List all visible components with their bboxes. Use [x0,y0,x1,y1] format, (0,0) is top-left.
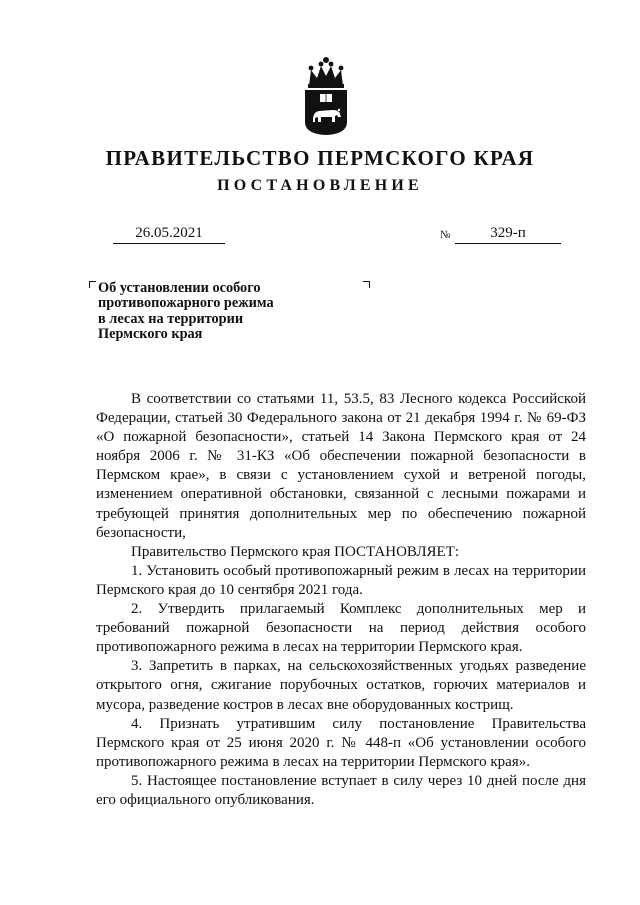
subject-bracket-left [89,281,96,288]
document-subject [98,281,338,342]
resolves-paragraph: Правительство Пермского края ПОСТАНОВЛЯЕТ: [131,543,460,560]
number-mark: № [440,229,451,241]
subject-line: Об установлении особого [98,280,261,296]
document-date: 26.05.2021 [113,225,225,244]
item-paragraph: 4. Признать утратившим силу постановление Правительства Пермского края от 25 июня 2020 г. № 448-п «Об установлении особого противопожарного режима в лесах на территории Пермского края». [96,715,586,770]
document-body [96,390,586,810]
preamble-paragraph: В соответствии со статьями 11, 53.5, 83 Лесного кодекса Российской Федерации, статьей 30 Федерального закона от 21 декабря 1994 г. № 69-ФЗ «О пожарной безопасности», статьей 14 Закона Пермского края от 24 ноября 2006 г. № 31-КЗ «Об обеспечении пожарной безопасности в Пермском крае», в связи с установлением сухой и ветреной погоды, изменением оперативной обстановки, связанной с лесными пожарами и требующей принятия дополнительных мер по обеспечению пожарной безопасности, [96,391,586,541]
subject-line: в лесах на территории [98,310,244,327]
document-type: ПОСТАНОВЛЕНИЕ [217,177,423,194]
item-paragraph: 3. Запретить в парках, на сельскохозяйственных угодьях разведение открытого огня, сжигание порубочных остатков, горючих материалов и мусора, разведение костров в лесах вне оборудованных кострищ. [96,658,586,713]
subject-line: противопожарного режима [98,295,274,312]
government-title: ПРАВИТЕЛЬСТВО ПЕРМСКОГО КРАЯ [105,146,535,170]
item-paragraph: 1. Установить особый противопожарный режим в лесах на территории Пермского края до 10 сентября 2021 года. [96,562,586,598]
document-number: 329-п [455,225,561,244]
perm-krai-coat-of-arms-icon [301,56,351,136]
item-paragraph: 2. Утвердить прилагаемый Комплекс дополнительных мер и требований пожарной безопасности на период действия особого противопожарного режима в лесах на территории Пермского края. [96,601,586,656]
item-paragraph: 5. Настоящее постановление вступает в силу через 10 дней после дня его официального опубликования. [96,772,586,808]
subject-line: Пермского края [98,325,203,342]
subject-bracket-right [363,281,370,288]
